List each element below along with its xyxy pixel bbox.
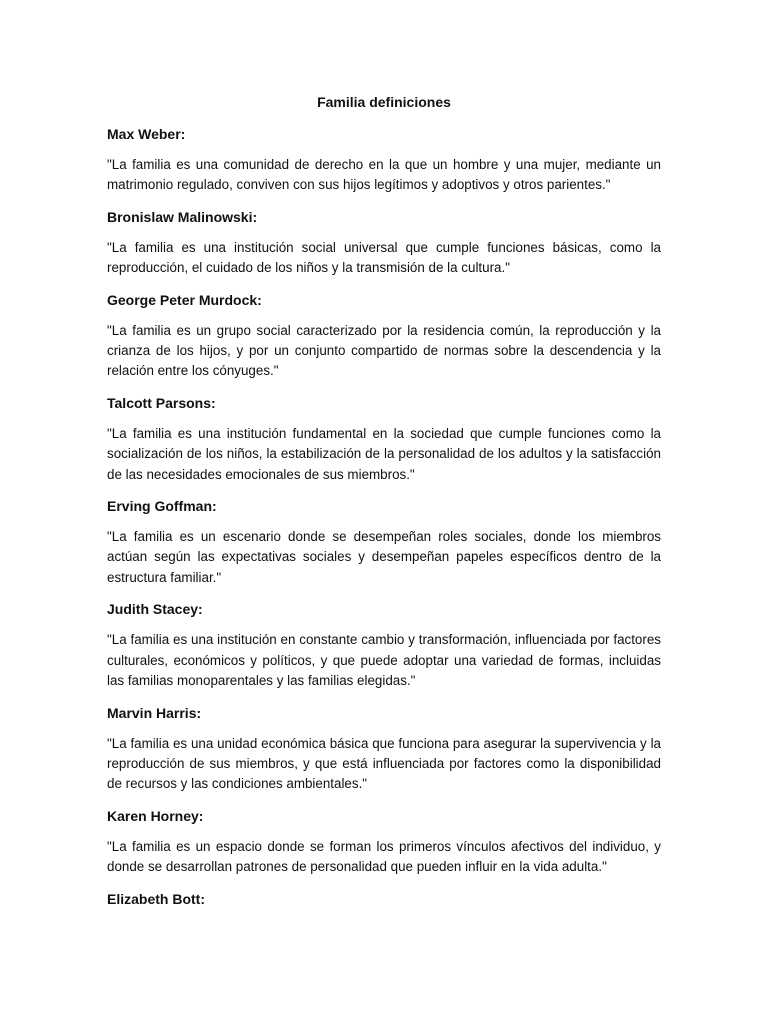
author-heading: Karen Horney: [107,807,204,824]
definition-section [107,599,661,691]
author-heading: Marvin Harris: [107,704,202,721]
definition-section [107,806,661,878]
definition-quote: "La familia es un espacio donde se forman los primeros vínculos afectivos del individuo, y donde se desarrollan patrones de personalidad que pueden influir en la vida adulta." [107,838,661,875]
author-heading: Judith Stacey: [107,601,203,618]
definition-quote: "La familia es un grupo social caracterizado por la residencia común, la reproducción y la crianza de los hijos, y por un conjunto compartido de normas sobre la descendencia y la relación entre los cónyuges." [107,322,661,379]
definition-section [107,496,661,588]
author-heading: Talcott Parsons: [107,394,216,411]
definition-quote: "La familia es una institución en constante cambio y transformación, influenciada por factores culturales, económicos y políticos, y que puede adoptar una variedad de formas, incluidas las familias monoparentales y las familias elegidas." [107,632,661,689]
definition-quote: "La familia es una comunidad de derecho en la que un hombre y una mujer, mediante un matrimonio regulado, conviven con sus hijos legítimos y adoptivos y otros parientes." [107,157,661,193]
document-body [107,92,661,920]
definition-quote: "La familia es una unidad económica básica que funciona para asegurar la supervivencia y la reproducción de sus miembros, y que está influenciada por factores como la disponibilidad de recursos y las condiciones ambientales." [107,735,661,792]
definition-section [107,124,661,196]
author-heading: Bronislaw Malinowski: [107,208,258,225]
definition-section [107,703,661,795]
definition-section [107,889,661,909]
definition-section [107,290,661,382]
definition-quote: "La familia es una institución fundamental en la sociedad que cumple funciones como la socialización de los niños, la estabilización de la personalidad de los adultos y la satisfacción de las necesidades emocionales de sus miembros." [107,425,661,482]
definition-quote: "La familia es una institución social universal que cumple funciones básicas, como la reproducción, el cuidado de los niños y la transmisión de la cultura." [107,239,661,276]
definition-section [107,207,661,279]
document-title: Familia definiciones [317,94,451,110]
author-heading: Max Weber: [107,126,186,142]
author-heading: Elizabeth Bott: [107,890,205,907]
definition-section [107,393,661,485]
definition-quote: "La familia es un escenario donde se desempeñan roles sociales, donde los miembros actúan según las expectativas sociales y desempeñan papeles específicos dentro de la estructura familiar." [107,529,661,585]
author-heading: Erving Goffman: [107,498,217,515]
author-heading: George Peter Murdock: [107,291,262,308]
